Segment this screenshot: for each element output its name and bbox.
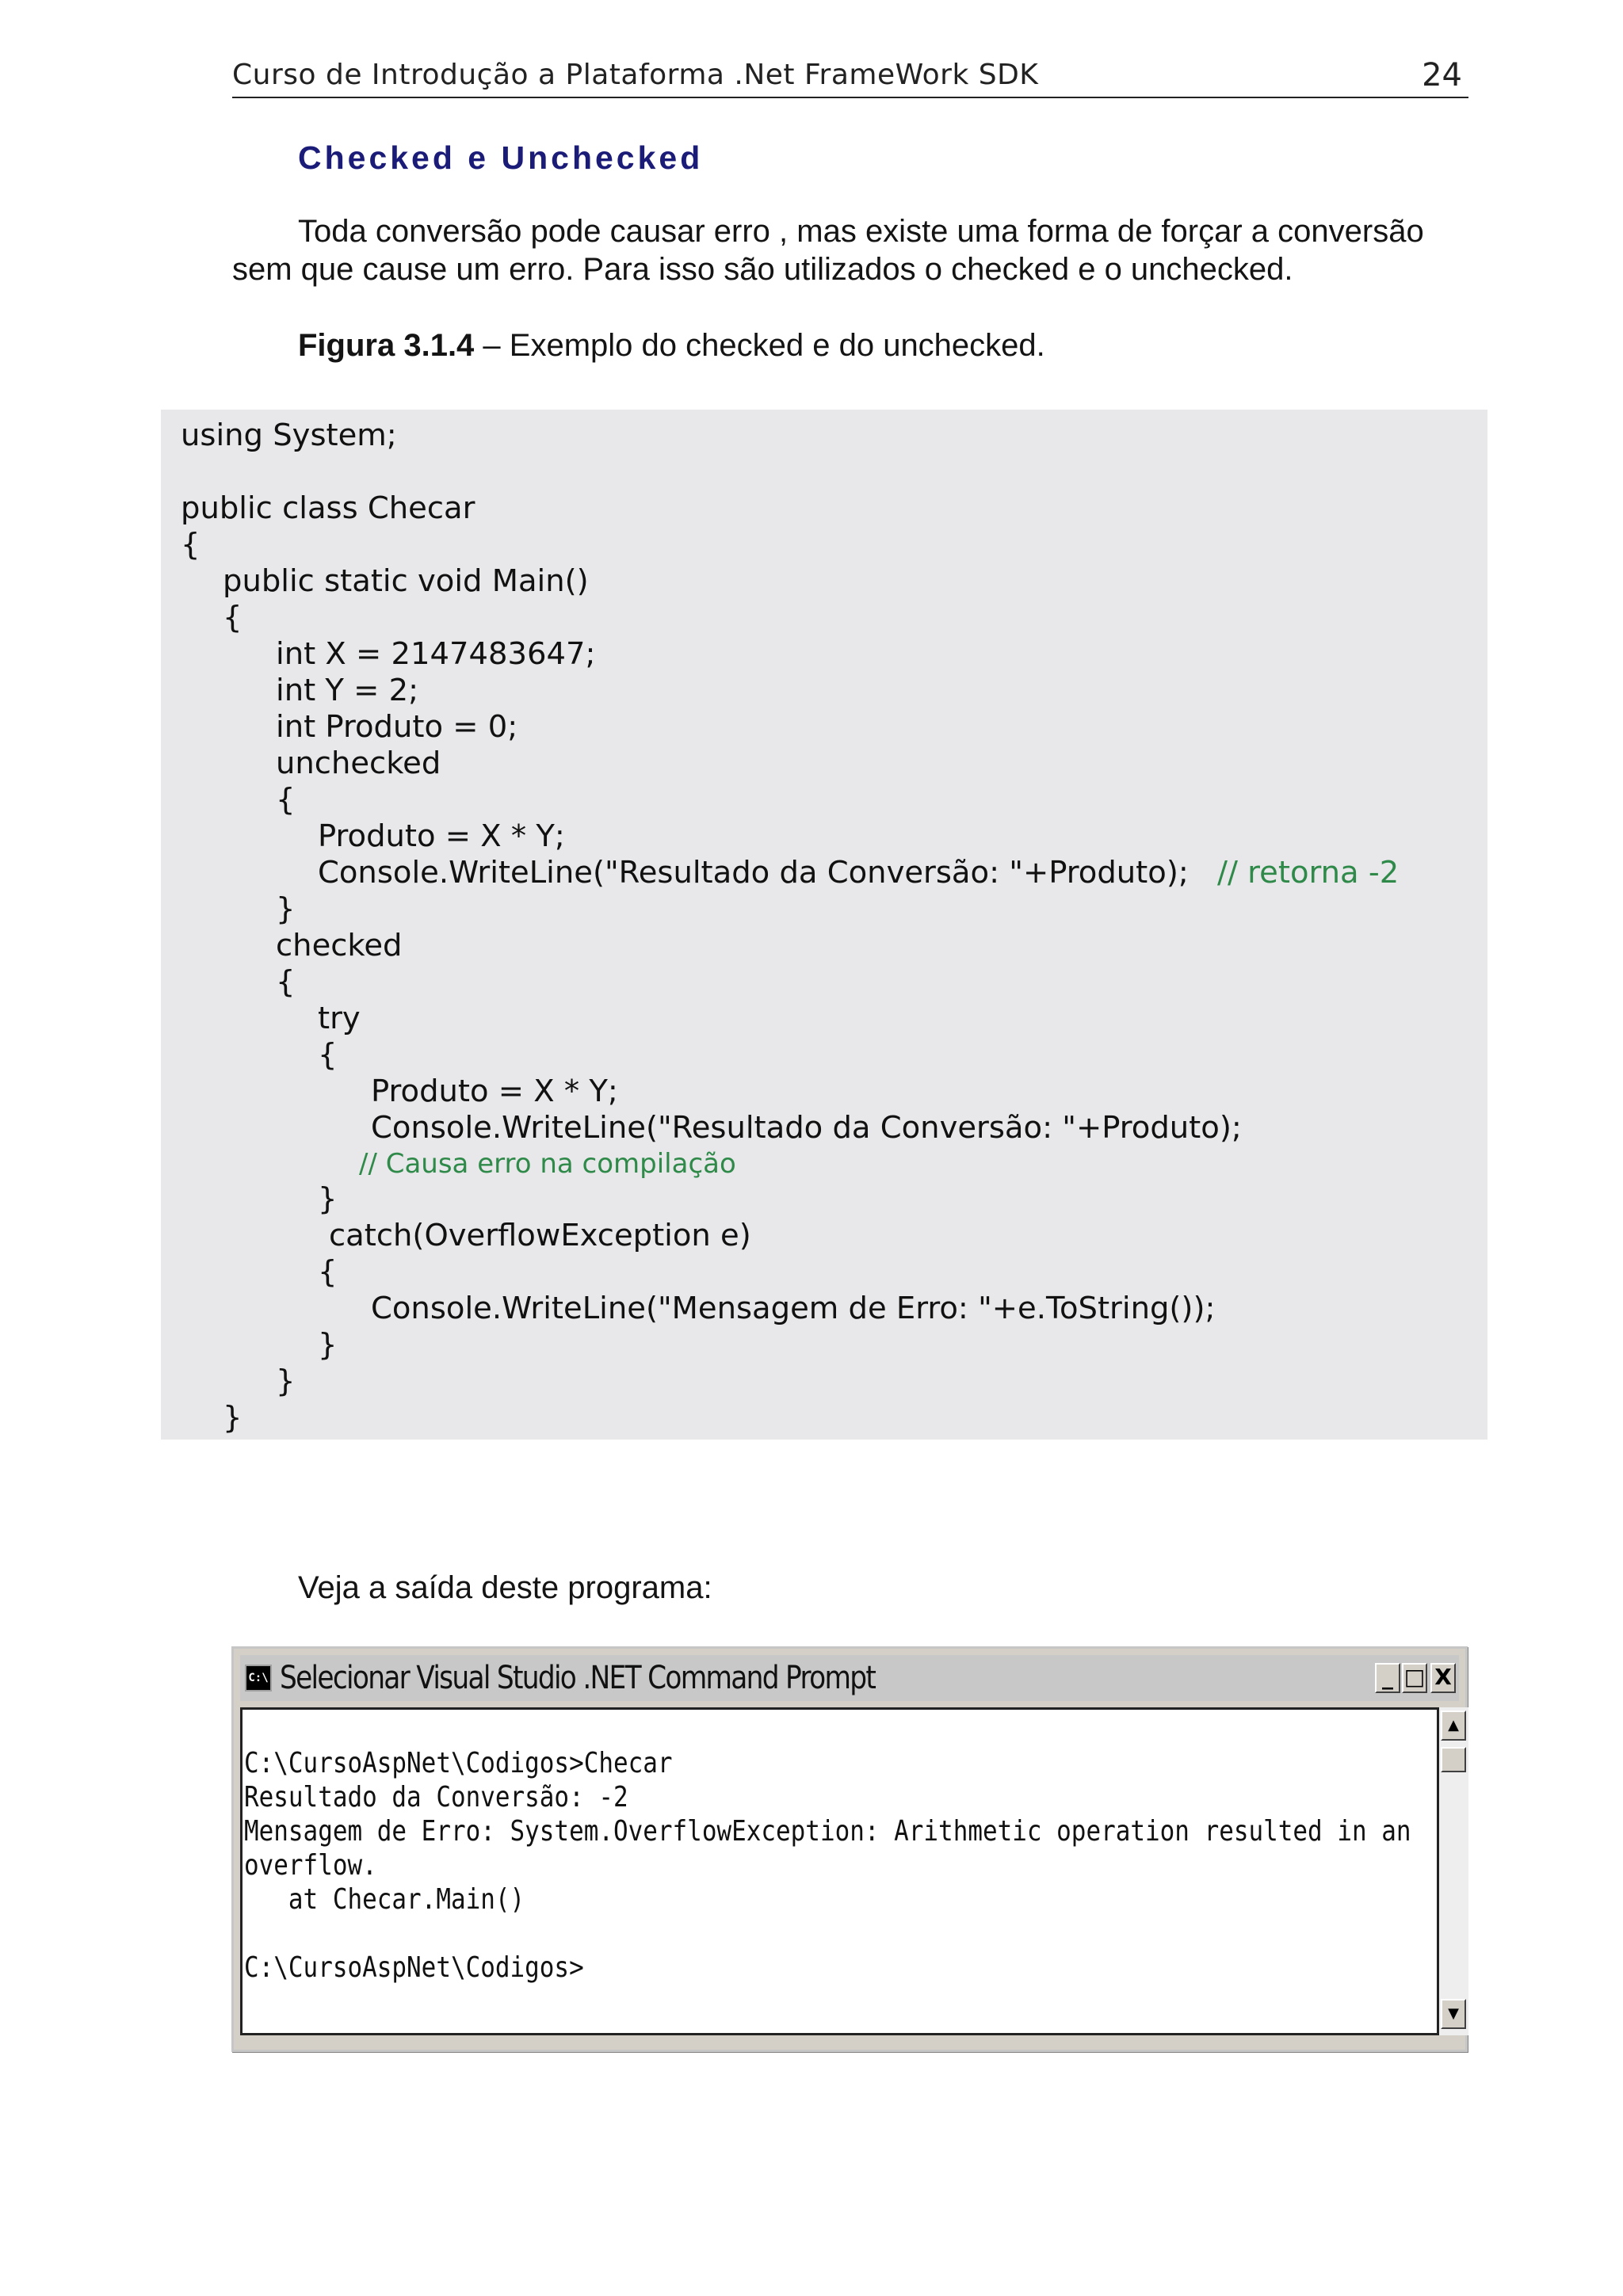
code-line: int Y = 2; (276, 673, 419, 708)
figure-caption (298, 328, 1045, 364)
code-line: Console.WriteLine("Resultado da Conversão: "+Produto); (318, 855, 1189, 891)
code-line: Produto = X * Y; (371, 1074, 618, 1109)
console-line: C:\CursoAspNet\Codigos> (244, 1951, 584, 1984)
console-window-title: Selecionar Visual Studio .NET Command Prompt (280, 1660, 876, 1696)
page-header (232, 55, 1468, 98)
code-line: int X = 2147483647; (276, 636, 596, 672)
code-line: } (276, 891, 296, 927)
code-line: { (276, 782, 296, 818)
figure-caption-text: – Exemplo do checked e do unchecked. (474, 328, 1045, 363)
code-line: checked (276, 928, 403, 963)
code-line: public class Checar (181, 490, 475, 526)
scroll-down-arrow-icon[interactable]: ▼ (1441, 1999, 1466, 2029)
console-line: Mensagem de Erro: System.OverflowException: Arithmetic operation resulted in an (244, 1815, 1411, 1848)
figure-label: Figura 3.1.4 (298, 328, 475, 363)
code-line: int Produto = 0; (276, 709, 518, 745)
code-line: try (318, 1001, 361, 1036)
code-line: unchecked (276, 746, 441, 781)
scroll-up-arrow-icon[interactable]: ▲ (1441, 1711, 1466, 1741)
console-app-icon[interactable]: C:\ (245, 1665, 272, 1691)
console-line: C:\CursoAspNet\Codigos>Checar (244, 1747, 673, 1779)
code-line: Console.WriteLine("Mensagem de Erro: "+e.ToString()); (371, 1291, 1216, 1326)
document-title: Curso de Introdução a Plataforma .Net FrameWork SDK (232, 59, 1039, 91)
code-comment: // retorna -2 (1217, 855, 1400, 891)
console-titlebar[interactable] (240, 1655, 1459, 1701)
code-line: public static void Main() (223, 563, 589, 599)
code-line: { (318, 1037, 338, 1073)
minimize-button[interactable]: _ (1375, 1663, 1400, 1693)
intro-paragraph: Toda conversão pode causar erro , mas existe uma forma de forçar a conversão sem que cause um erro. Para isso são utilizados o checked e o unchecked. (232, 214, 1424, 287)
code-line: } (276, 1363, 296, 1399)
code-line: { (318, 1254, 338, 1290)
console-scrollbar[interactable] (1437, 1707, 1468, 2035)
console-window (231, 1646, 1468, 2052)
code-listing (161, 410, 1487, 1440)
console-line: overflow. (244, 1849, 377, 1882)
code-comment: // Causa erro na compilação (359, 1148, 736, 1180)
page-number: 24 (1422, 57, 1462, 93)
code-line: Console.WriteLine("Resultado da Conversão: "+Produto); (371, 1110, 1242, 1146)
code-line: } (318, 1327, 338, 1363)
console-output-area[interactable] (240, 1707, 1437, 2035)
scroll-thumb[interactable] (1441, 1747, 1466, 1772)
code-line: Produto = X * Y; (318, 818, 565, 854)
output-label: Veja a saída deste programa: (298, 1570, 712, 1605)
section-title: Checked e Unchecked (298, 139, 704, 176)
code-line: } (223, 1400, 242, 1436)
close-button[interactable]: X (1430, 1663, 1456, 1693)
code-line: { (276, 964, 296, 1000)
code-line: catch(OverflowException e) (329, 1218, 751, 1253)
code-line: { (181, 527, 200, 563)
maximize-button[interactable]: □ (1402, 1663, 1427, 1693)
console-line: at Checar.Main() (244, 1883, 525, 1916)
code-line: { (223, 600, 242, 635)
code-line: } (318, 1181, 338, 1217)
console-line: Resultado da Conversão: -2 (244, 1781, 628, 1814)
code-line: using System; (181, 418, 397, 453)
